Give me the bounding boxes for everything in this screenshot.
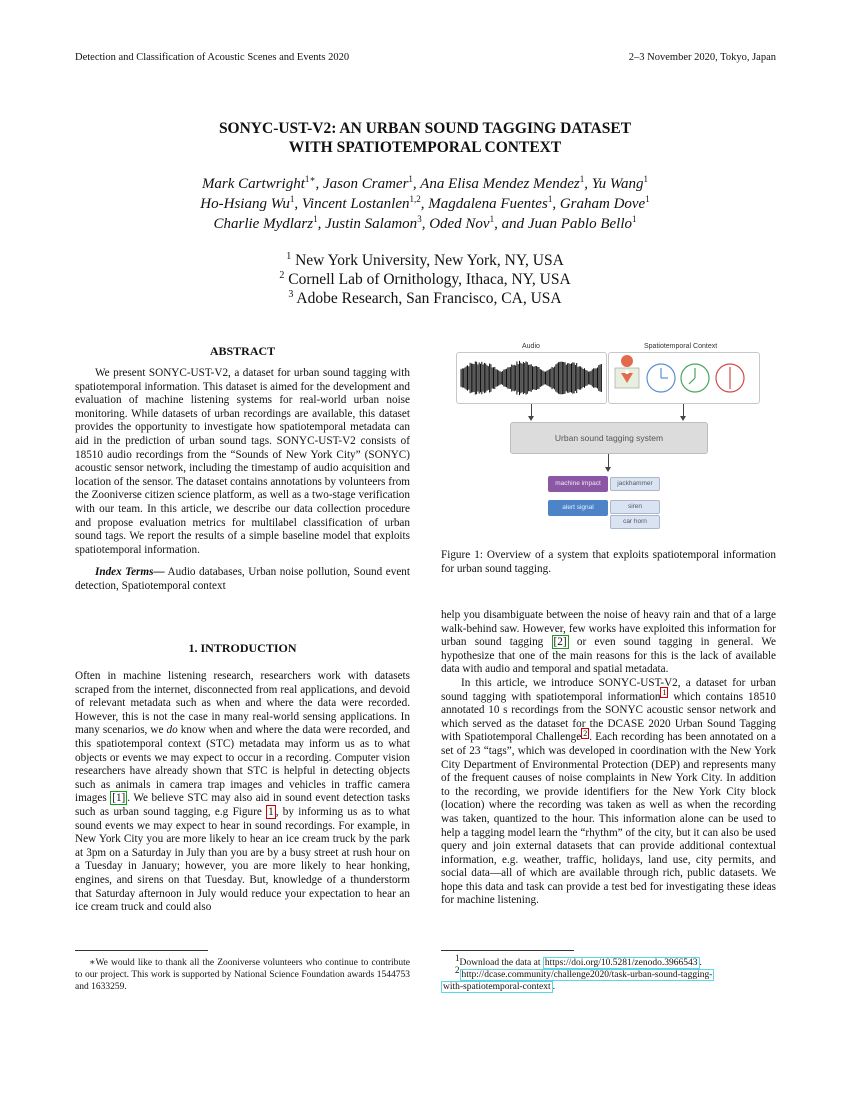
paper-title — [0, 119, 850, 157]
author-sep: , — [317, 216, 326, 232]
text-run: , by informing us as to what sound events we may expect to hear in sound recordings. For example, in New York City you are more likely to hear an ice cream truck by the park at 3pm on a Saturday in July than you are by a busy street at rush hour on a Tuesday in January; however, you are more likely to hear honking, engines, and sirens on that Tuesday. But, knowledge of a thunderstorm that Saturday afternoon in July would reduce your expectation to hear an ice cream truck and could also — [75, 805, 410, 914]
author-list — [0, 174, 850, 234]
author-affil: 1 — [489, 214, 495, 224]
author-name: Ho-Hsiang Wu — [200, 196, 290, 212]
text-run: which contains 18510 annotated 10 s recordings from the SONYC acoustic sensor network and which served as the dataset for the DCASE 2020 Urban Sound Tagging with Spatiotemporal Challenge — [441, 690, 776, 744]
author-name: Graham Dove — [559, 196, 646, 212]
affil-number: 2 — [279, 269, 285, 281]
affil-text: Cornell Lab of Ornithology, Ithaca, NY, USA — [288, 271, 571, 288]
arrow-icon — [531, 404, 532, 417]
text-run: or even sound tagging in general. We hypothesize that one of the main reasons for this is the lack of available data with audio and temporal and spatial metadata. — [441, 636, 776, 676]
text-run: . We believe STC may also aid in sound event detection tasks such as urban sound tagging, e.g Figure — [75, 792, 410, 818]
footnote-link[interactable]: 2 — [583, 728, 588, 738]
audio-panel — [456, 352, 607, 404]
context-panel — [608, 352, 760, 404]
index-terms — [75, 566, 410, 593]
author-affil: 1 — [632, 214, 637, 224]
author-name: Justin Salamon — [325, 216, 418, 232]
author-name: Magdalena Fuentes — [428, 196, 548, 212]
tag-siren: siren — [610, 500, 660, 514]
author-line-2 — [0, 194, 850, 214]
intro-right-column — [441, 609, 776, 908]
index-terms-text: Audio databases, Urban noise pollution, Sound event detection, Spatiotemporal context — [75, 566, 410, 592]
clock-green-icon — [681, 364, 709, 392]
figure-1 — [452, 342, 767, 534]
author-sep: , — [294, 196, 302, 212]
tag-machine-impact: machine impact — [548, 476, 608, 492]
running-header-left: Detection and Classification of Acoustic Scenes and Events 2020 — [75, 52, 350, 63]
citation-link[interactable]: [1] — [112, 792, 126, 805]
text-run: . Each recording has been annotated on a set of 23 “tags”, which was developed in coordination with the New York City Department of Environmental Protection (DEP) and represents many of the frequent causes of noise complaints in New York City. In addition to the recording, we provide identifiers for the New York City block (location) where the recording was taken as well as when the recording was taken, quantized to the hour. This information alone can be used to help a tagging model learn the “rhythm” of the city, but it can also be used query and join external datasets that can provide additional contextual information, e.g. weather, traffic, holidays, land use, city permits, and social data—all of which are available through rich, public datasets. We hope this data and task can provide a test bed for investigating these ideas for machine listening. — [441, 731, 776, 907]
text-run: help you disambiguate between the noise of heavy rain and that of a large walk-behind saw. However, few works have exploited this information for urban sound tagging — [441, 609, 776, 649]
footnote-left — [75, 950, 410, 993]
waveform-icon — [457, 353, 606, 403]
author-name: Oded Nov — [429, 216, 490, 232]
author-affil: 1 — [645, 194, 650, 204]
spatiotemporal-icons — [609, 353, 759, 403]
affiliation-item — [0, 289, 850, 308]
context-label: Spatiotemporal Context — [644, 343, 718, 350]
author-sep: , — [412, 176, 421, 192]
clock-red-icon — [716, 364, 744, 392]
author-name: Charlie Mydlarz — [213, 216, 314, 232]
affil-number: 3 — [288, 288, 294, 300]
introduction-heading: 1. INTRODUCTION — [188, 641, 297, 655]
author-affil: 1,2 — [409, 194, 421, 204]
title-line-2: WITH SPATIOTEMPORAL CONTEXT — [288, 139, 562, 156]
author-sep: , — [315, 176, 323, 192]
author-affil: 1 — [643, 174, 649, 184]
author-sep: , — [552, 196, 560, 212]
author-affil: 1 — [547, 194, 553, 204]
footnote-rule — [75, 950, 208, 951]
affiliation-item — [0, 270, 850, 289]
running-header-right: 2–3 November 2020, Tokyo, Japan — [628, 52, 776, 63]
map-pin-icon — [615, 355, 639, 388]
text-run: know when and where the data were recorded, and this spatiotemporal context (STC) metadata may inform us as to what objects or events we may expect to occur in a recording. Computer vision researchers have already shown that STC is helpful in detecting objects such as animals in camera trap images and vehicles in traffic camera images — [75, 724, 410, 805]
footnote-2: $^2$http://dcase.community/challenge2020/task-urban-sound-tagging- with-spatiotemporal-context . — [443, 964, 713, 992]
author-sep: , — [421, 216, 430, 232]
intro-paragraph-2 — [441, 609, 776, 677]
author-sep: , — [584, 176, 592, 192]
author-name: Yu Wang — [591, 176, 644, 192]
footnote-1: $^1$Download the data at https://doi.org/10.5281/zenodo.3966543 . — [455, 952, 702, 968]
funding-footnote: ∗We would like to thank all the Zooniverse volunteers who continue to contribute to our project. This work is supported by National Science Foundation awards 1544753 and 1633259. — [75, 958, 410, 992]
title-line-1: SONYC-UST-V2: AN URBAN SOUND TAGGING DATASET — [218, 120, 632, 137]
author-name: Mark Cartwright — [201, 176, 305, 192]
author-name: Vincent Lostanlen — [301, 196, 410, 212]
introduction-section — [75, 641, 410, 915]
affiliation-item — [0, 251, 850, 270]
footnote-link[interactable]: 1 — [662, 687, 667, 697]
footnote-text: Download the data at — [459, 958, 543, 968]
author-sep: , and — [494, 216, 528, 232]
intro-paragraph-3 — [441, 677, 776, 908]
abstract-section — [75, 344, 410, 594]
author-affil: 1 — [313, 214, 318, 224]
author-affil: 1 — [289, 194, 295, 204]
doi-link[interactable]: https://doi.org/10.5281/zenodo.3966543 — [544, 958, 698, 968]
author-affil: 1 — [408, 174, 413, 184]
tag-jackhammer: jackhammer — [610, 477, 660, 491]
arrow-icon — [608, 454, 609, 468]
affiliations — [0, 251, 850, 308]
clock-blue-icon — [647, 364, 675, 392]
author-sep: , — [420, 196, 429, 212]
affil-number: 1 — [286, 250, 292, 262]
citation-link[interactable]: [2] — [553, 636, 567, 649]
footnote-rule — [441, 950, 574, 951]
audio-label: Audio — [522, 343, 540, 350]
emphasis: do — [166, 724, 178, 737]
challenge-link[interactable]: with-spatiotemporal-context — [443, 982, 551, 992]
tag-alert-signal: alert signal — [548, 500, 608, 516]
text-run: In this article, we introduce SONYC-UST-V2, a dataset for urban sound tagging with spatiotemporal information — [441, 676, 776, 703]
abstract-text: We present SONYC-UST-V2, a dataset for urban sound tagging with spatiotemporal information. This dataset is aimed for the development and evaluation of machine listening systems for real-world urban noise monitoring. While datasets of urban recordings are available, this dataset provides the opportunity to investigate how spatiotemporal metadata can aid in the prediction of urban sound tags. SONYC-UST-V2 consists of 18510 audio recordings from the “Sounds of New York City” (SONYC) acoustic sensor network, including the timestamp of audio acquisition and location of the sensor. The dataset contains annotations by volunteers from the Zooniverse citizen science platform, as well as a two-stage verification with our team. In this article, we describe our data collection procedure and propose evaluation metrics for multilabel classification of urban sound tags. We report the results of a simple baseline model that exploits spatiotemporal information. — [75, 367, 410, 556]
author-name: Jason Cramer — [323, 176, 409, 192]
affil-text: New York University, New York, NY, USA — [295, 252, 564, 269]
tagging-system-box: Urban sound tagging system — [510, 422, 708, 454]
arrow-icon — [683, 404, 684, 417]
author-line-1 — [0, 174, 850, 194]
abstract-heading: ABSTRACT — [209, 344, 276, 358]
author-affil: 1 — [579, 174, 585, 184]
affil-text: Adobe Research, San Francisco, CA, USA — [296, 290, 562, 307]
index-terms-label: Index Terms— — [95, 566, 165, 579]
intro-paragraph-1 — [75, 670, 410, 915]
author-affil: 1∗ — [304, 174, 316, 184]
author-name: Ana Elisa Mendez Mendez — [420, 176, 580, 192]
text-run: Often in machine listening research, researchers work with datasets scraped from the internet, disconnected from real applications, and devoid of relevant metadata such as when and where the data were recorded. However, this is not the case in many real-world sensing applications. In many scenarios, we — [75, 670, 410, 737]
author-affil: 3 — [417, 214, 422, 224]
author-line-3 — [0, 214, 850, 234]
challenge-link[interactable]: http://dcase.community/challenge2020/task-urban-sound-tagging- — [461, 970, 713, 980]
figure-link[interactable]: 1 — [268, 805, 274, 818]
figure-caption: Figure 1: Overview of a system that exploits spatiotemporal information for urban sound tagging. — [441, 549, 776, 575]
footnotes-right — [441, 950, 776, 993]
author-name: Juan Pablo Bello — [527, 216, 632, 232]
tag-car-horn: car horn — [610, 515, 660, 529]
